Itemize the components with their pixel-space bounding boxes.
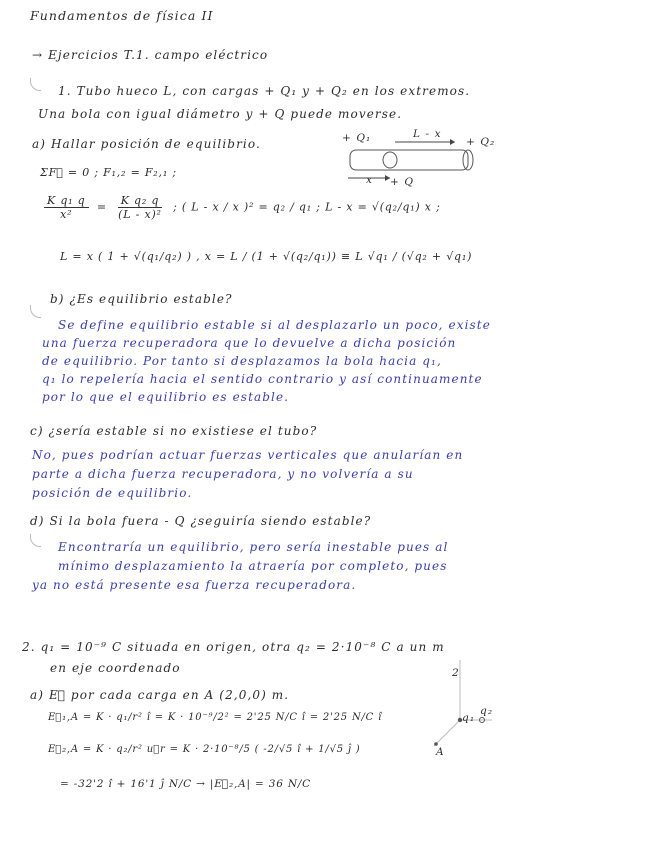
answer-line: parte a dicha fuerza recuperadora, y no volvería a su (32, 467, 414, 481)
sketch-point-a: A (436, 746, 445, 758)
margin-mark (30, 534, 41, 547)
eq2-left-numerator: K q₁ q (44, 194, 89, 208)
margin-mark (30, 78, 41, 91)
answer-line: Se define equilibrio estable si al desplazarlo un poco, existe (58, 318, 491, 332)
field-e2-result: = -32'2 î + 16'1 ĵ N/C → |E⃗₂,A| = 36 N/C (60, 778, 311, 790)
section-title: → Ejercicios T.1. campo eléctrico (32, 48, 269, 62)
eq2-left-denominator: x² (60, 208, 73, 221)
diagram-q1: + Q₁ (342, 132, 372, 144)
answer-line: posición de equilibrio. (32, 486, 193, 500)
margin-mark (30, 305, 41, 318)
sketch-q2: q₂ (480, 705, 494, 717)
eq2-right-numerator: K q₂ q (118, 194, 163, 208)
exercise-1-statement: 1. Tubo hueco L, con cargas + Q₁ y + Q₂ en los extremos. (58, 84, 471, 98)
exercise-2-statement: 2. q₁ = 10⁻⁹ C situada en origen, otra q₂ = 2·10⁻⁸ C a un m (22, 640, 445, 654)
eq2-equals: = (96, 200, 107, 214)
answer-line: una fuerza recuperadora que lo devuelve a dicha posición (42, 336, 457, 350)
diagram-x: x (366, 174, 374, 186)
answer-line: por lo que el equilibrio es estable. (42, 390, 290, 404)
ex2-part-a-label: a) E⃗ por cada carga en A (2,0,0) m. (30, 688, 290, 702)
equilibrium-equation: ΣF⃗ = 0 ; F₁,₂ = F₂,₁ ; (40, 166, 177, 179)
exercise-1-statement-cont: Una bola con igual diámetro y + Q puede moverse. (38, 107, 403, 121)
diagram-l-minus-x: L - x (413, 128, 442, 140)
diagram-q2: + Q₂ (466, 136, 496, 148)
course-title: Fundamentos de física II (30, 8, 214, 23)
eq2-continuation: ; ( L - x / x )² = q₂ / q₁ ; L - x = √(q₂/q₁) x ; (173, 200, 441, 214)
eq2-right-denominator: (L - x)² (118, 208, 162, 221)
part-c-label: c) ¿sería estable si no existiese el tubo? (30, 424, 318, 438)
answer-line: ya no está presente esa fuerza recuperadora. (32, 578, 357, 592)
part-a-label: a) Hallar posición de equilibrio. (32, 137, 261, 151)
field-e1-equation: E⃗₁,A = K · q₁/r² î = K · 10⁻⁹/2² = 2'25 N/C î = 2'25 N/C î (48, 712, 383, 723)
exercise-2-statement-cont: en eje coordenado (50, 661, 181, 675)
answer-line: q₁ lo repelería hacia el sentido contrario y así continuamente (42, 372, 483, 386)
sketch-q1: q₁ (462, 712, 476, 724)
solution-equation: L = x ( 1 + √(q₁/q₂) ) , x = L / (1 + √(q₂/q₁)) ≡ L √q₁ / (√q₂ + √q₁) (60, 250, 473, 263)
answer-line: de equilibrio. Por tanto si desplazamos la bola hacia q₁, (42, 354, 442, 368)
part-d-label: d) Si la bola fuera - Q ¿seguiría siendo estable? (30, 514, 372, 528)
answer-line: Encontraría un equilibrio, pero sería inestable pues al (58, 540, 449, 554)
diagram-q: + Q (390, 176, 415, 188)
part-b-label: b) ¿Es equilibrio estable? (50, 292, 233, 306)
field-e2-equation: E⃗₂,A = K · q₂/r² u⃗r = K · 2·10⁻⁸/5 ( -2/√5 î + 1/√5 ĵ ) (48, 744, 361, 755)
sketch-axis-mark: 2 (452, 667, 460, 679)
answer-line: No, pues podrían actuar fuerzas verticales que anularían en (32, 448, 464, 462)
coulomb-equation (40, 194, 441, 221)
answer-line: mínimo desplazamiento la atraería por completo, pues (58, 559, 448, 573)
